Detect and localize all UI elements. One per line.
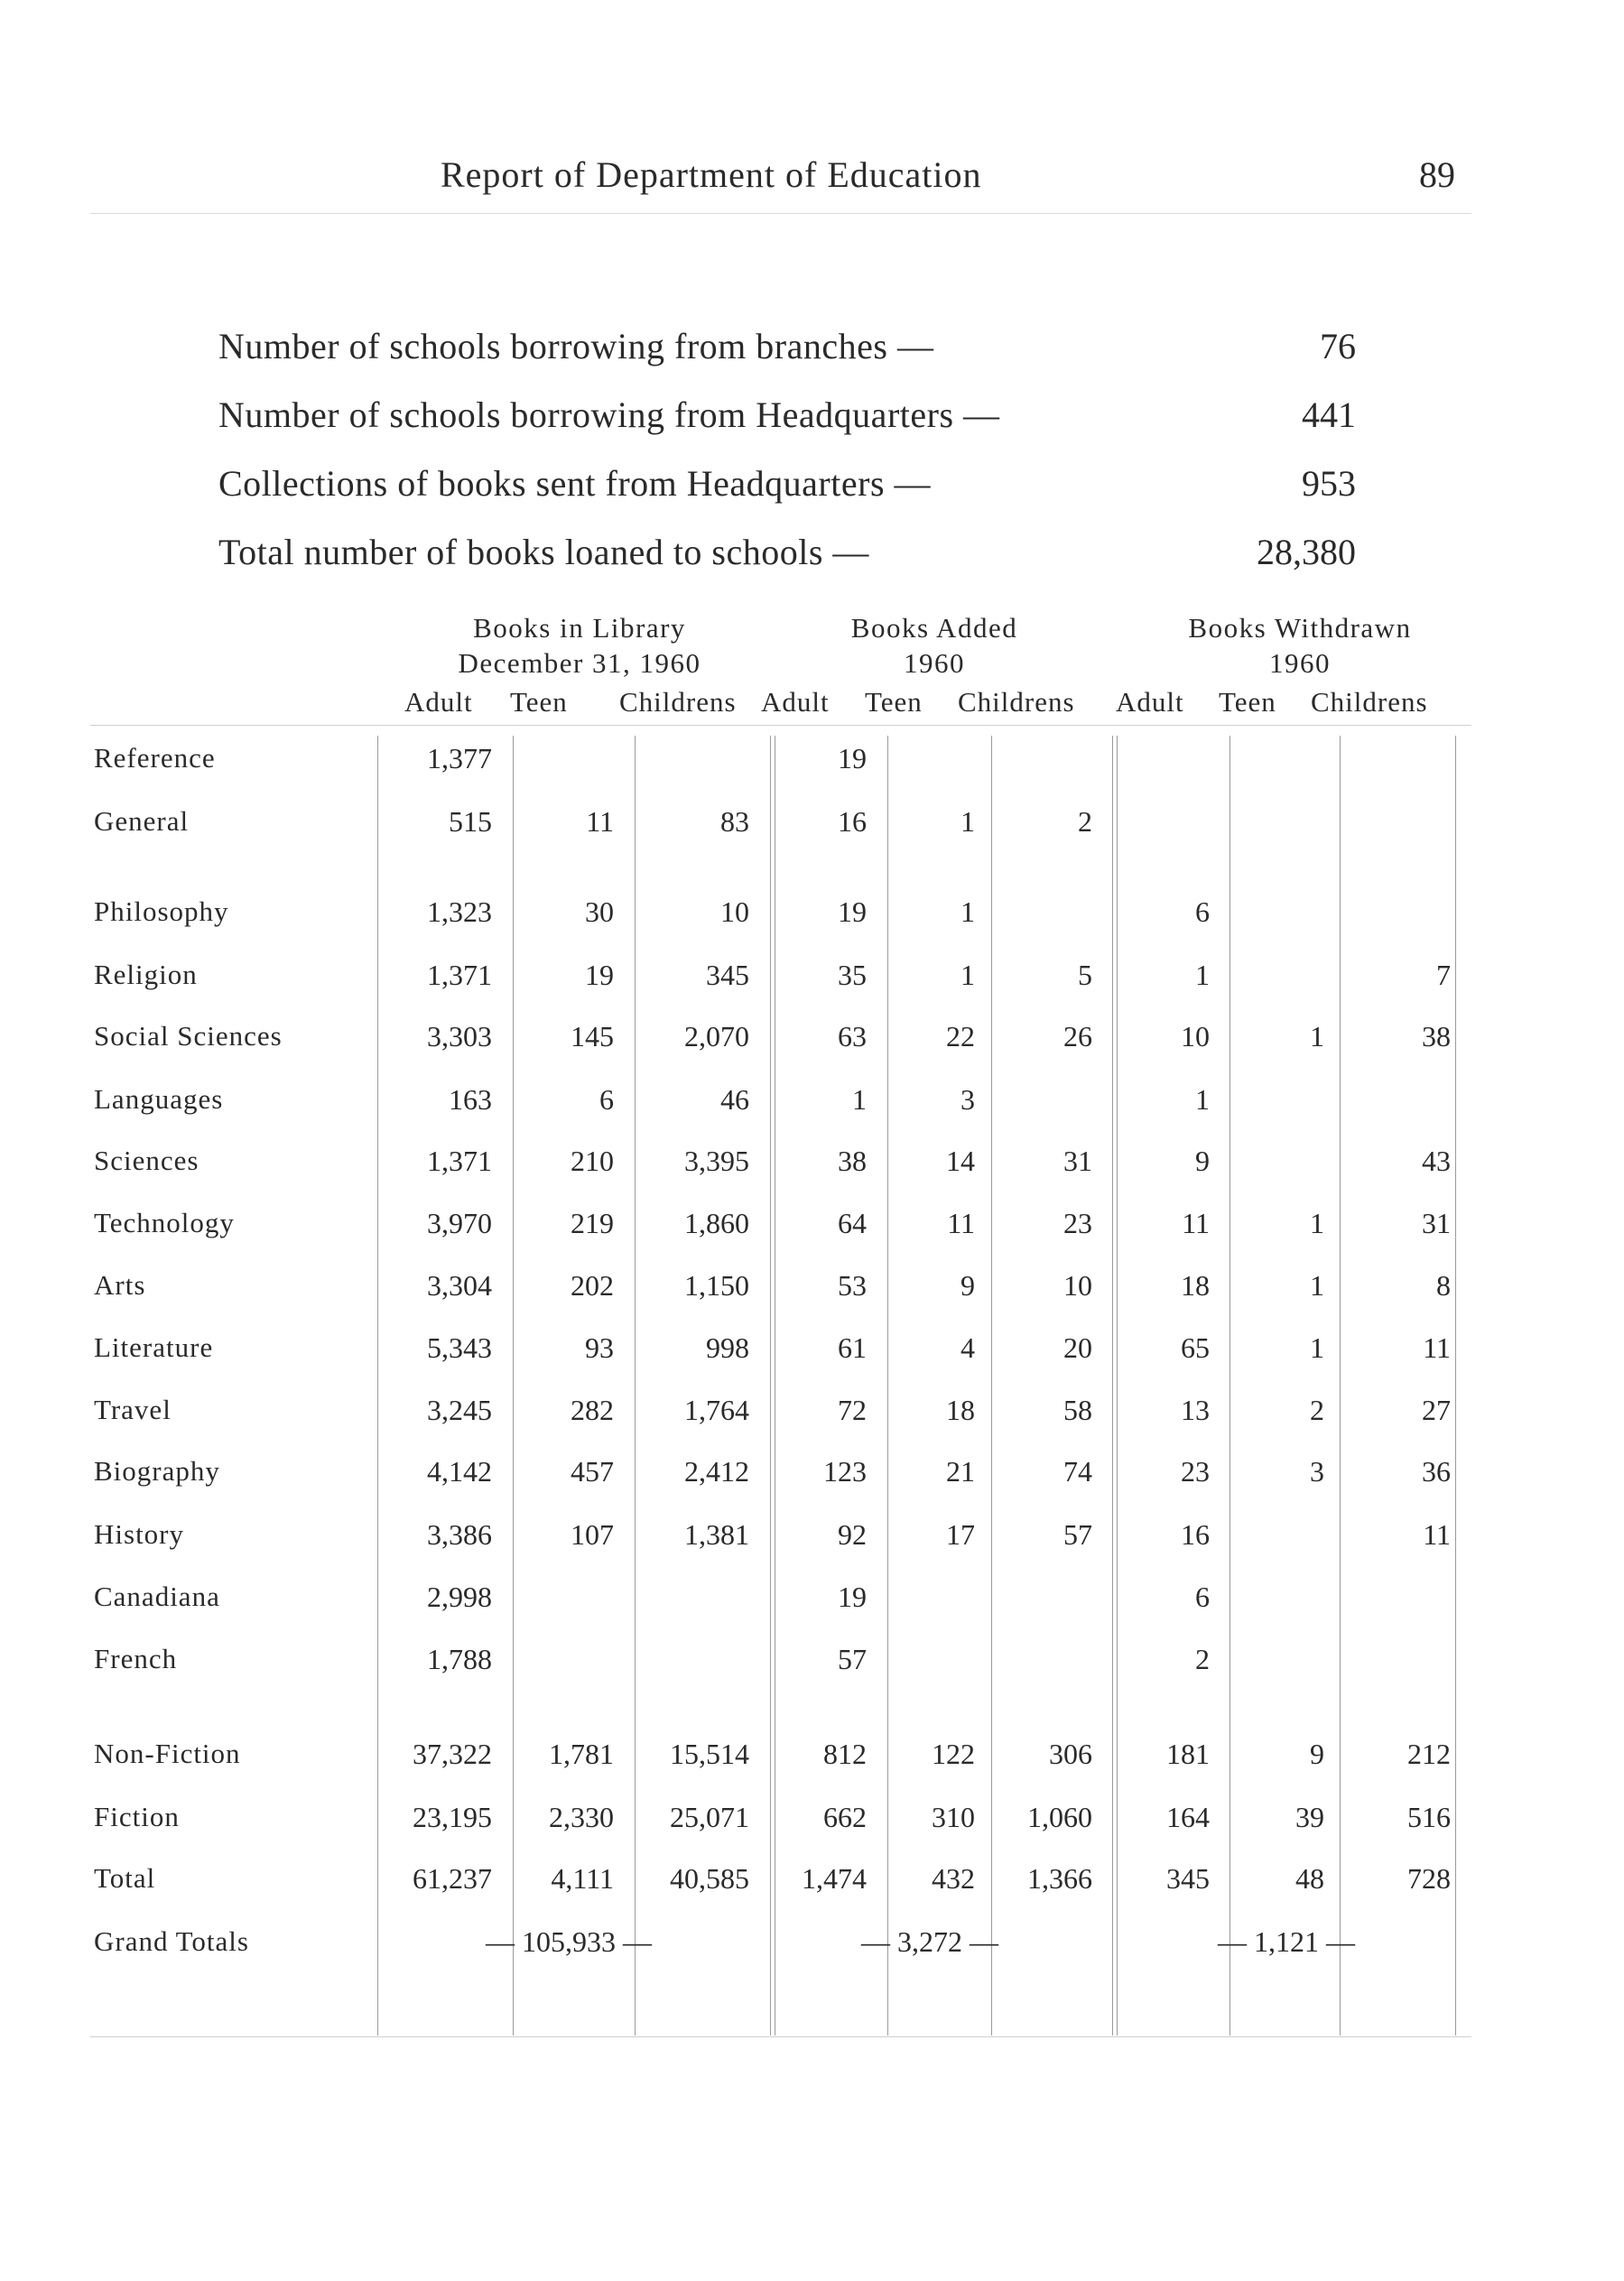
table-cell: 210: [571, 1145, 614, 1177]
table-cell: 46: [720, 1083, 749, 1116]
table-cell: 93: [585, 1331, 614, 1364]
table-cell: 145: [571, 1020, 614, 1052]
row-label: General: [94, 805, 190, 837]
table-cell: 812: [823, 1738, 867, 1770]
table-cell: 4: [960, 1331, 975, 1364]
group-header-line2: 1960: [904, 647, 965, 679]
table-cell: 11: [586, 805, 614, 838]
table-row: [0, 1643, 1624, 1684]
table-row: [0, 1020, 1624, 1062]
running-head: [0, 153, 1624, 208]
stat-value: 441: [1302, 394, 1356, 435]
table-cell: 1: [1310, 1269, 1324, 1302]
stat-row: [218, 325, 1356, 394]
table-cell: 122: [932, 1738, 975, 1770]
row-label: Travel: [94, 1394, 172, 1425]
table-cell: 123: [823, 1455, 867, 1488]
table-cell: 19: [838, 895, 867, 928]
table-cell: 1: [852, 1083, 867, 1116]
group-header-line1: Books Withdrawn: [1188, 612, 1412, 644]
table-cell: 31: [1422, 1207, 1451, 1239]
table-cell: 13: [1181, 1394, 1210, 1426]
table-cell: 1,371: [427, 1145, 492, 1177]
subhead-childrens: Childrens: [1311, 686, 1428, 718]
row-label: History: [94, 1518, 184, 1550]
table-cell: 16: [1181, 1518, 1210, 1551]
table-cell: 515: [449, 805, 492, 838]
table-cell: 1,860: [684, 1207, 749, 1239]
grand-total-value: — 1,121 —: [1218, 1925, 1355, 1958]
table-cell: 14: [946, 1145, 975, 1177]
school-loan-statistics: [218, 325, 1356, 599]
table-cell: 15,514: [670, 1738, 749, 1770]
table-cell: 30: [585, 895, 614, 928]
table-cell: 35: [838, 959, 867, 991]
table-cell: 92: [838, 1518, 867, 1551]
table-cell: 1: [960, 895, 975, 928]
table-row: [0, 1862, 1624, 1904]
table-cell: 20: [1063, 1331, 1092, 1364]
table-cell: 23: [1063, 1207, 1092, 1239]
table-cell: 1,764: [684, 1394, 749, 1426]
table-cell: 1: [1195, 1083, 1210, 1116]
table-row: [0, 742, 1624, 784]
table-cell: 212: [1407, 1738, 1451, 1770]
table-cell: 53: [838, 1269, 867, 1302]
table-cell: 36: [1422, 1455, 1451, 1488]
stat-value: 953: [1302, 463, 1356, 504]
subhead-teen: Teen: [1219, 686, 1276, 718]
table-cell: 164: [1166, 1801, 1210, 1833]
table-cell: 19: [585, 959, 614, 991]
table-cell: 6: [1195, 1581, 1210, 1613]
table-cell: 345: [1166, 1862, 1210, 1895]
table-cell: 10: [720, 895, 749, 928]
table-cell: 11: [1423, 1331, 1451, 1364]
table-cell: 107: [571, 1518, 614, 1551]
table-cell: 57: [838, 1643, 867, 1675]
stat-label: Total number of books loaned to schools —: [218, 532, 869, 572]
table-cell: 1,150: [684, 1269, 749, 1302]
table-row: [0, 895, 1624, 937]
subhead-adult: Adult: [1116, 686, 1184, 718]
row-label: Philosophy: [94, 895, 229, 927]
group-header-line2: December 31, 1960: [458, 647, 701, 679]
group-header-line1: Books in Library: [473, 612, 686, 644]
table-cell: 7: [1436, 959, 1451, 991]
table-row: [0, 1455, 1624, 1497]
table-cell: 728: [1407, 1862, 1451, 1895]
page-number: 89: [1419, 154, 1455, 195]
table-cell: 27: [1422, 1394, 1451, 1426]
table-cell: 22: [946, 1020, 975, 1052]
group-header-line2: 1960: [1269, 647, 1331, 679]
table-cell: 3,303: [427, 1020, 492, 1052]
table-cell: 1: [1195, 959, 1210, 991]
row-label: Biography: [94, 1455, 220, 1487]
table-row: [0, 805, 1624, 847]
subhead-teen: Teen: [510, 686, 568, 718]
table-cell: 23: [1181, 1455, 1210, 1488]
table-row: [0, 959, 1624, 1000]
table-cell: 2,330: [549, 1801, 614, 1833]
table-cell: 2,070: [684, 1020, 749, 1052]
table-cell: 10: [1063, 1269, 1092, 1302]
table-cell: 39: [1295, 1801, 1324, 1833]
stat-value: 28,380: [1257, 532, 1356, 572]
table-cell: 3: [1310, 1455, 1324, 1488]
table-cell: 3,970: [427, 1207, 492, 1239]
table-cell: 662: [823, 1801, 867, 1833]
table-cell: 65: [1181, 1331, 1210, 1364]
subhead-childrens: Childrens: [619, 686, 737, 718]
table-cell: 1,781: [549, 1738, 614, 1770]
table-cell: 74: [1063, 1455, 1092, 1488]
table-cell: 9: [1195, 1145, 1210, 1177]
group-header-books-added: [781, 612, 1088, 682]
table-cell: 1: [960, 959, 975, 991]
table-cell: 1,371: [427, 959, 492, 991]
table-cell: 43: [1422, 1145, 1451, 1177]
table-cell: 25,071: [670, 1801, 749, 1833]
table-cell: 2,998: [427, 1581, 492, 1613]
table-cell: 2: [1310, 1394, 1324, 1426]
grand-total-value: — 3,272 —: [861, 1925, 998, 1958]
subhead-adult: Adult: [404, 686, 473, 718]
table-cell: 83: [720, 805, 749, 838]
table-cell: 1,474: [802, 1862, 867, 1895]
table-cell: 163: [449, 1083, 492, 1116]
table-cell: 17: [946, 1518, 975, 1551]
table-cell: 18: [1181, 1269, 1210, 1302]
row-label: Social Sciences: [94, 1020, 283, 1052]
subhead-childrens: Childrens: [958, 686, 1075, 718]
table-cell: 1,060: [1027, 1801, 1092, 1833]
table-cell: 31: [1063, 1145, 1092, 1177]
table-cell: 1: [960, 805, 975, 838]
row-label: Grand Totals: [94, 1925, 249, 1957]
table-row: [0, 1394, 1624, 1435]
table-cell: 72: [838, 1394, 867, 1426]
row-label: Technology: [94, 1207, 235, 1238]
table-cell: 38: [838, 1145, 867, 1177]
row-label: Sciences: [94, 1145, 200, 1176]
table-cell: 306: [1049, 1738, 1092, 1770]
table-cell: 21: [946, 1455, 975, 1488]
stat-row: [218, 462, 1356, 531]
table-bottom-rule: [90, 2036, 1471, 2037]
table-cell: 202: [571, 1269, 614, 1302]
table-cell: 18: [946, 1394, 975, 1426]
row-label: Religion: [94, 959, 198, 990]
stat-label: Number of schools borrowing from branches —: [218, 326, 934, 366]
table-cell: 19: [838, 1581, 867, 1613]
table-row: [0, 1083, 1624, 1125]
row-label: French: [94, 1643, 178, 1674]
table-row: [0, 1518, 1624, 1560]
table-cell: 282: [571, 1394, 614, 1426]
header-underline: [90, 725, 1471, 726]
grand-total-value: — 105,933 —: [486, 1925, 652, 1958]
row-label: Total: [94, 1862, 156, 1894]
table-row: [0, 1269, 1624, 1311]
table-cell: 5,343: [427, 1331, 492, 1364]
row-label: Literature: [94, 1331, 214, 1363]
table-cell: 61: [838, 1331, 867, 1364]
table-cell: 2: [1078, 805, 1092, 838]
stat-value: 76: [1320, 326, 1356, 366]
table-cell: 6: [599, 1083, 614, 1116]
table-cell: 6: [1195, 895, 1210, 928]
table-cell: 4,111: [551, 1862, 614, 1895]
table-row: [0, 1801, 1624, 1842]
table-cell: 11: [1423, 1518, 1451, 1551]
table-cell: 457: [571, 1455, 614, 1488]
table-cell: 48: [1295, 1862, 1324, 1895]
table-cell: 2: [1195, 1643, 1210, 1675]
table-cell: 181: [1166, 1738, 1210, 1770]
row-label: Languages: [94, 1083, 224, 1115]
row-label: Fiction: [94, 1801, 180, 1832]
table-cell: 3,245: [427, 1394, 492, 1426]
table-cell: 23,195: [413, 1801, 492, 1833]
table-cell: 1: [1310, 1331, 1324, 1364]
table-cell: 3,395: [684, 1145, 749, 1177]
table-cell: 40,585: [670, 1862, 749, 1895]
table-cell: 16: [838, 805, 867, 838]
table-cell: 3: [960, 1083, 975, 1116]
stat-row: [218, 394, 1356, 462]
table-cell: 11: [947, 1207, 975, 1239]
table-cell: 61,237: [413, 1862, 492, 1895]
table-cell: 58: [1063, 1394, 1092, 1426]
table-cell: 19: [838, 742, 867, 774]
subhead-teen: Teen: [865, 686, 923, 718]
table-cell: 11: [1182, 1207, 1210, 1239]
stat-label: Collections of books sent from Headquarters —: [218, 463, 932, 504]
table-row: [0, 1738, 1624, 1779]
table-cell: 8: [1436, 1269, 1451, 1302]
row-label: Reference: [94, 742, 216, 774]
table-cell: 1,381: [684, 1518, 749, 1551]
table-cell: 3,304: [427, 1269, 492, 1302]
table-cell: 9: [1310, 1738, 1324, 1770]
subhead-adult: Adult: [761, 686, 830, 718]
table-cell: 1,366: [1027, 1862, 1092, 1895]
table-cell: 37,322: [413, 1738, 492, 1770]
row-label: Canadiana: [94, 1581, 220, 1612]
group-header-books-withdrawn: [1128, 612, 1471, 682]
table-cell: 1,788: [427, 1643, 492, 1675]
table-cell: 1: [1310, 1207, 1324, 1239]
table-cell: 3,386: [427, 1518, 492, 1551]
group-header-line1: Books Added: [850, 612, 1018, 644]
table-cell: 432: [932, 1862, 975, 1895]
table-row: [0, 1145, 1624, 1186]
table-cell: 64: [838, 1207, 867, 1239]
table-cell: 57: [1063, 1518, 1092, 1551]
table-cell: 4,142: [427, 1455, 492, 1488]
row-label: Arts: [94, 1269, 146, 1301]
table-cell: 63: [838, 1020, 867, 1052]
table-cell: 219: [571, 1207, 614, 1239]
table-cell: 1: [1310, 1020, 1324, 1052]
table-cell: 38: [1422, 1020, 1451, 1052]
row-label: Non-Fiction: [94, 1738, 241, 1769]
table-row: [0, 1207, 1624, 1248]
report-title: Report of Department of Education: [441, 154, 982, 195]
stat-row: [218, 531, 1356, 599]
table-cell: 998: [706, 1331, 749, 1364]
table-row: [0, 1331, 1624, 1373]
stat-label: Number of schools borrowing from Headquarters —: [218, 394, 1000, 435]
table-cell: 26: [1063, 1020, 1092, 1052]
header-rule: [90, 213, 1471, 214]
group-header-books-in-library: [390, 612, 769, 682]
table-cell: 516: [1407, 1801, 1451, 1833]
table-row: [0, 1581, 1624, 1622]
table-cell: 9: [960, 1269, 975, 1302]
table-cell: 1,323: [427, 895, 492, 928]
table-cell: 2,412: [684, 1455, 749, 1488]
table-cell: 310: [932, 1801, 975, 1833]
grand-totals-row: [0, 1925, 1624, 1967]
table-cell: 345: [706, 959, 749, 991]
table-cell: 5: [1078, 959, 1092, 991]
table-cell: 10: [1181, 1020, 1210, 1052]
table-cell: 1,377: [427, 742, 492, 774]
